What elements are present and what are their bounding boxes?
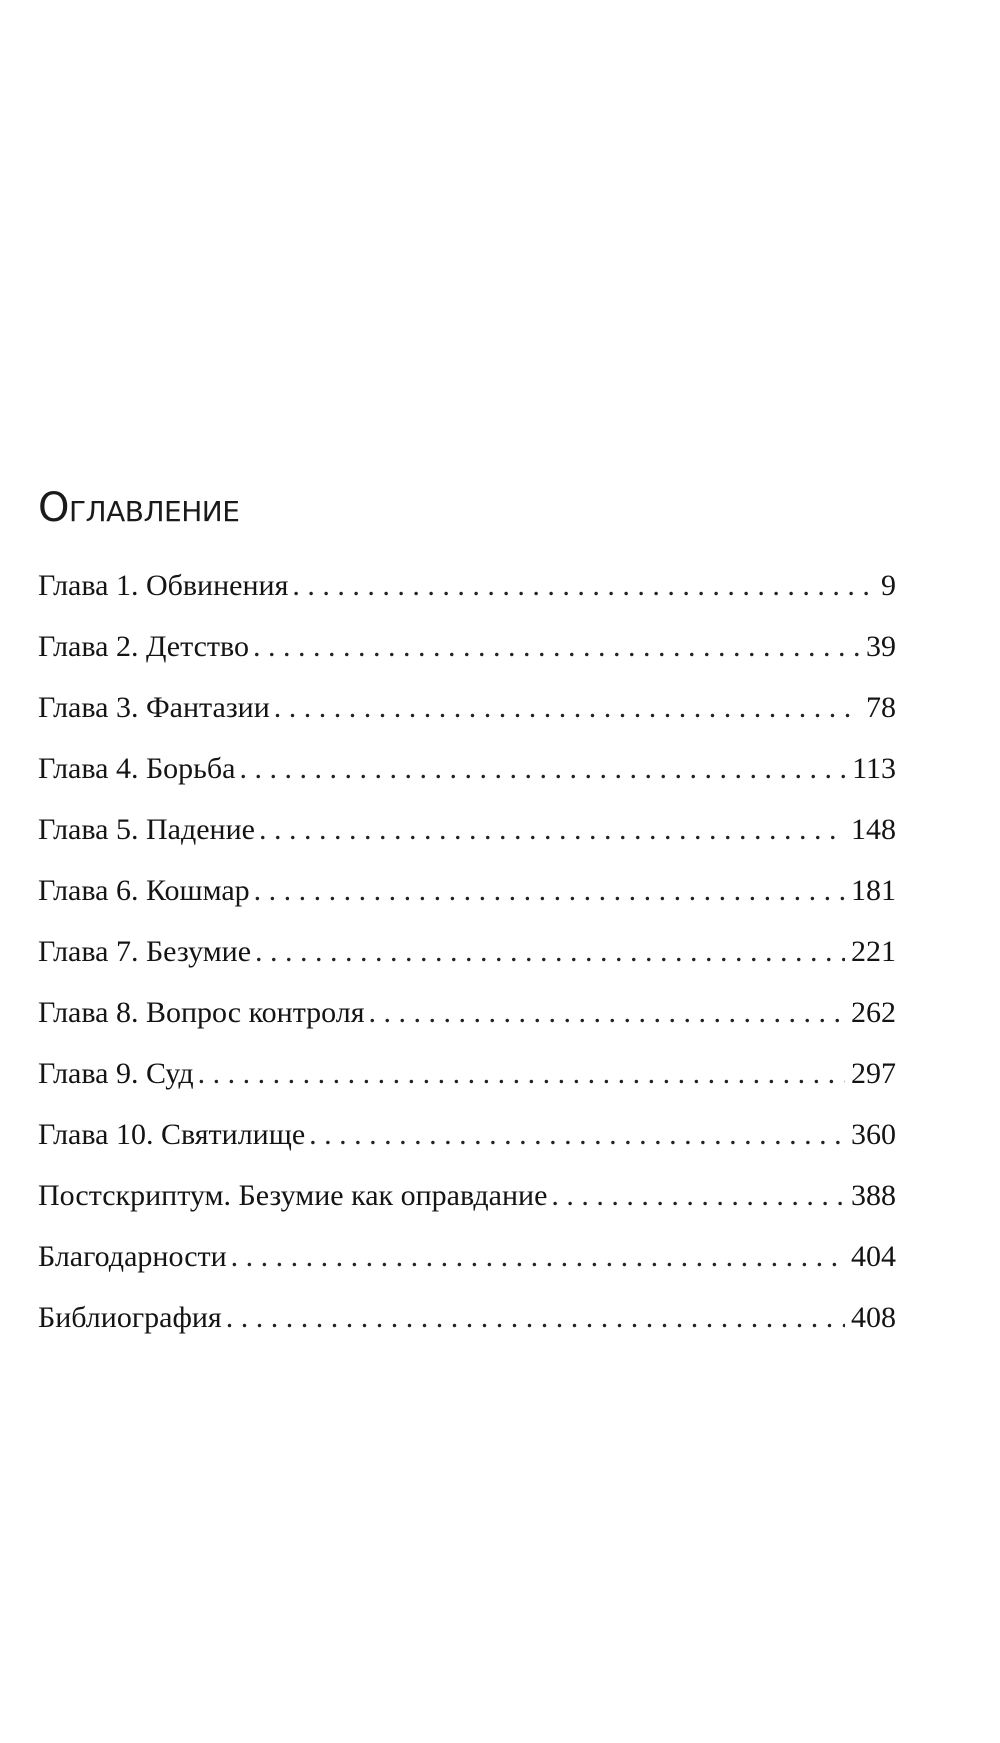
- dot-leader: [253, 629, 860, 665]
- toc-entry-title: Глава 9. Суд: [38, 1057, 194, 1090]
- dot-leader: [551, 1178, 845, 1214]
- dot-leader: [274, 690, 860, 726]
- toc-entry-title: Глава 1. Обвинения: [38, 569, 289, 602]
- toc-heading-initial: О: [38, 485, 69, 531]
- toc-entry-title: Глава 2. Детство: [38, 630, 249, 663]
- toc-entry[interactable]: [38, 1239, 896, 1300]
- toc-entry-page: 78: [866, 691, 896, 724]
- toc-entry-page: 113: [852, 752, 896, 785]
- toc-entry[interactable]: [38, 751, 896, 812]
- toc-entry[interactable]: [38, 995, 896, 1056]
- dot-leader: [226, 1300, 845, 1336]
- toc-entry[interactable]: [38, 873, 896, 934]
- toc-entry-title: Глава 4. Борьба: [38, 752, 236, 785]
- toc-heading: [38, 485, 240, 531]
- toc-entry-title: Постскриптум. Безумие как оправдание: [38, 1179, 548, 1212]
- toc-entry-page: 360: [851, 1118, 896, 1151]
- toc-entry[interactable]: [38, 934, 896, 995]
- toc-entry-page: 297: [851, 1057, 896, 1090]
- toc-entry-page: 404: [851, 1240, 896, 1273]
- toc-entry-page: 408: [851, 1301, 896, 1334]
- toc-entry-title: Глава 8. Вопрос контроля: [38, 996, 365, 1029]
- dot-leader: [254, 873, 845, 909]
- dot-leader: [259, 812, 845, 848]
- toc-heading-rest: ГЛАВЛЕНИЕ: [68, 495, 240, 528]
- dot-leader: [239, 751, 846, 787]
- toc-entry[interactable]: [38, 1117, 896, 1178]
- toc-entry-page: 388: [851, 1179, 896, 1212]
- toc-entry[interactable]: [38, 629, 896, 690]
- toc-entry-title: Глава 6. Кошмар: [38, 874, 250, 907]
- toc-entry-page: 262: [851, 996, 896, 1029]
- toc-entry-title: Глава 3. Фантазии: [38, 691, 270, 724]
- toc-entry-title: Глава 5. Падение: [38, 813, 255, 846]
- toc-entry-title: Глава 10. Святилище: [38, 1118, 306, 1151]
- toc-entry-title: Глава 7. Безумие: [38, 935, 252, 968]
- toc-entry-title: Благодарности: [38, 1240, 227, 1273]
- toc-entry[interactable]: [38, 1056, 896, 1117]
- dot-leader: [369, 995, 845, 1031]
- dot-leader: [292, 568, 875, 604]
- dot-leader: [231, 1239, 845, 1275]
- toc-entry-page: 221: [851, 935, 896, 968]
- toc-entry-page: 9: [881, 569, 896, 602]
- toc-entry-page: 39: [866, 630, 896, 663]
- toc-entry-page: 181: [851, 874, 896, 907]
- dot-leader: [309, 1117, 845, 1153]
- dot-leader: [198, 1056, 845, 1092]
- dot-leader: [255, 934, 845, 970]
- toc-entry[interactable]: [38, 1300, 896, 1361]
- toc-entry[interactable]: [38, 568, 896, 629]
- toc-entry-page: 148: [851, 813, 896, 846]
- toc-entry-title: Библиография: [38, 1301, 222, 1334]
- toc-entry[interactable]: [38, 812, 896, 873]
- toc-list: [38, 568, 896, 1361]
- toc-entry[interactable]: [38, 1178, 896, 1239]
- toc-entry[interactable]: [38, 690, 896, 751]
